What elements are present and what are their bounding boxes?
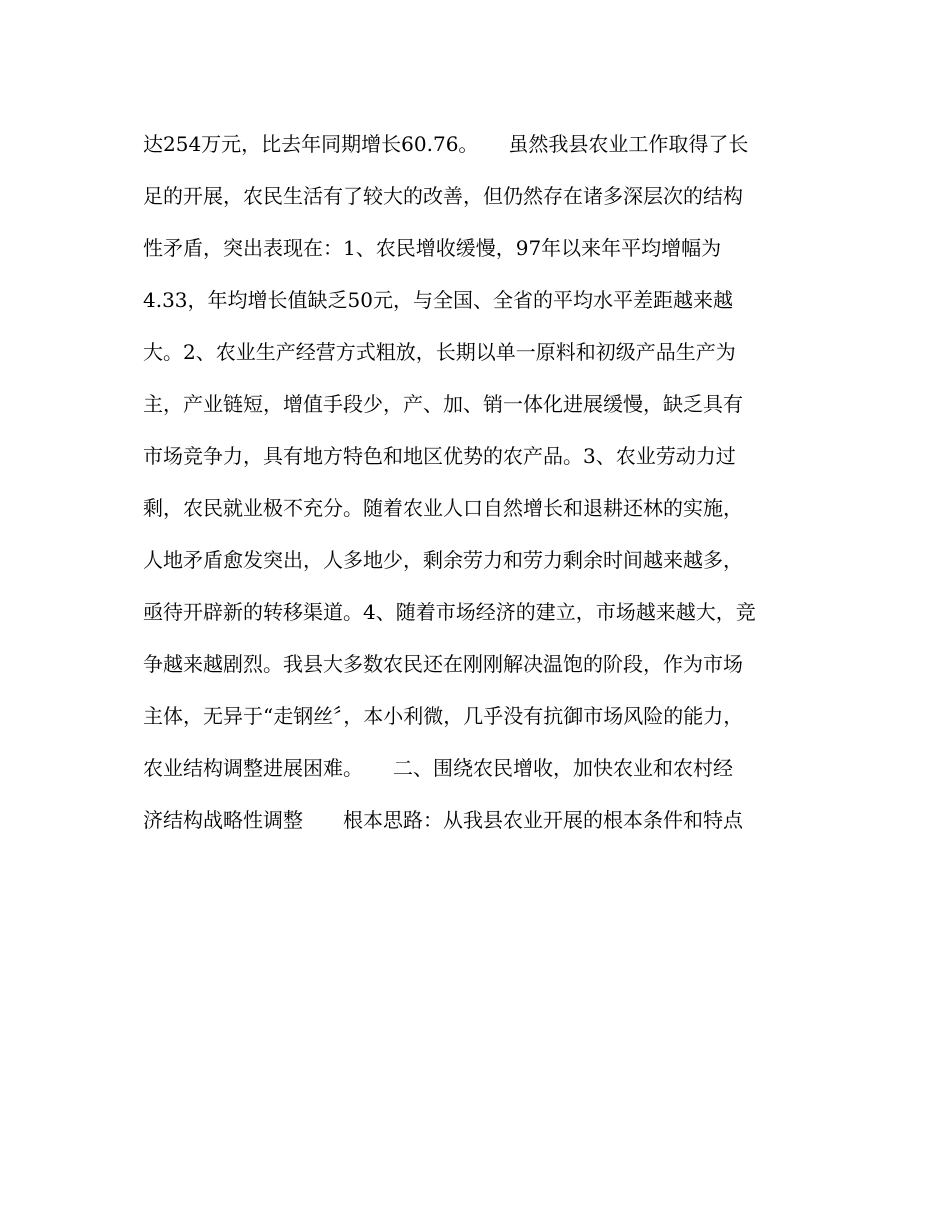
text-line: 主，产业链短，增值手段少，产、加、销一体化进展缓慢，缺乏具有 xyxy=(143,392,743,416)
text-line: 主体，无异于“走钢丝〞，本小利微，几乎没有抗御市场风险的能力， xyxy=(143,704,744,728)
text-line: 4.33，年均增长值缺乏50元，与全国、全省的平均水平差距越来越 xyxy=(143,288,733,312)
body-text xyxy=(143,118,823,846)
text-line: 大。2、农业生产经营方式粗放，长期以单一原料和初级产品生产为 xyxy=(143,340,736,364)
text-line: 剩，农民就业极不充分。随着农业人口自然增长和退耕还林的实施， xyxy=(143,496,743,520)
text-line: 亟待开辟新的转移渠道。4、随着市场经济的建立，市场越来越大，竞 xyxy=(143,600,756,624)
text-line: 性矛盾，突出表现在：1、农民增收缓慢，97年以来年平均增幅为 xyxy=(143,236,722,260)
text-line: 农业结构调整进展困难。 二、围绕农民增收，加快农业和农村经 xyxy=(143,756,733,780)
text-line: 足的开展，农民生活有了较大的改善，但仍然存在诸多深层次的结构 xyxy=(143,184,743,208)
text-line: 济结构战略性调整 根本思路：从我县农业开展的根本条件和特点 xyxy=(143,808,743,832)
text-line: 争越来越剧烈。我县大多数农民还在刚刚解决温饱的阶段，作为市场 xyxy=(143,652,743,676)
text-line: 人地矛盾愈发突出，人多地少，剩余劳力和劳力剩余时间越来越多， xyxy=(143,548,743,572)
text-line: 达254万元，比去年同期增长60.76。 虽然我县农业工作取得了长 xyxy=(143,132,749,156)
text-line: 市场竞争力，具有地方特色和地区优势的农产品。3、农业劳动力过 xyxy=(143,444,736,468)
